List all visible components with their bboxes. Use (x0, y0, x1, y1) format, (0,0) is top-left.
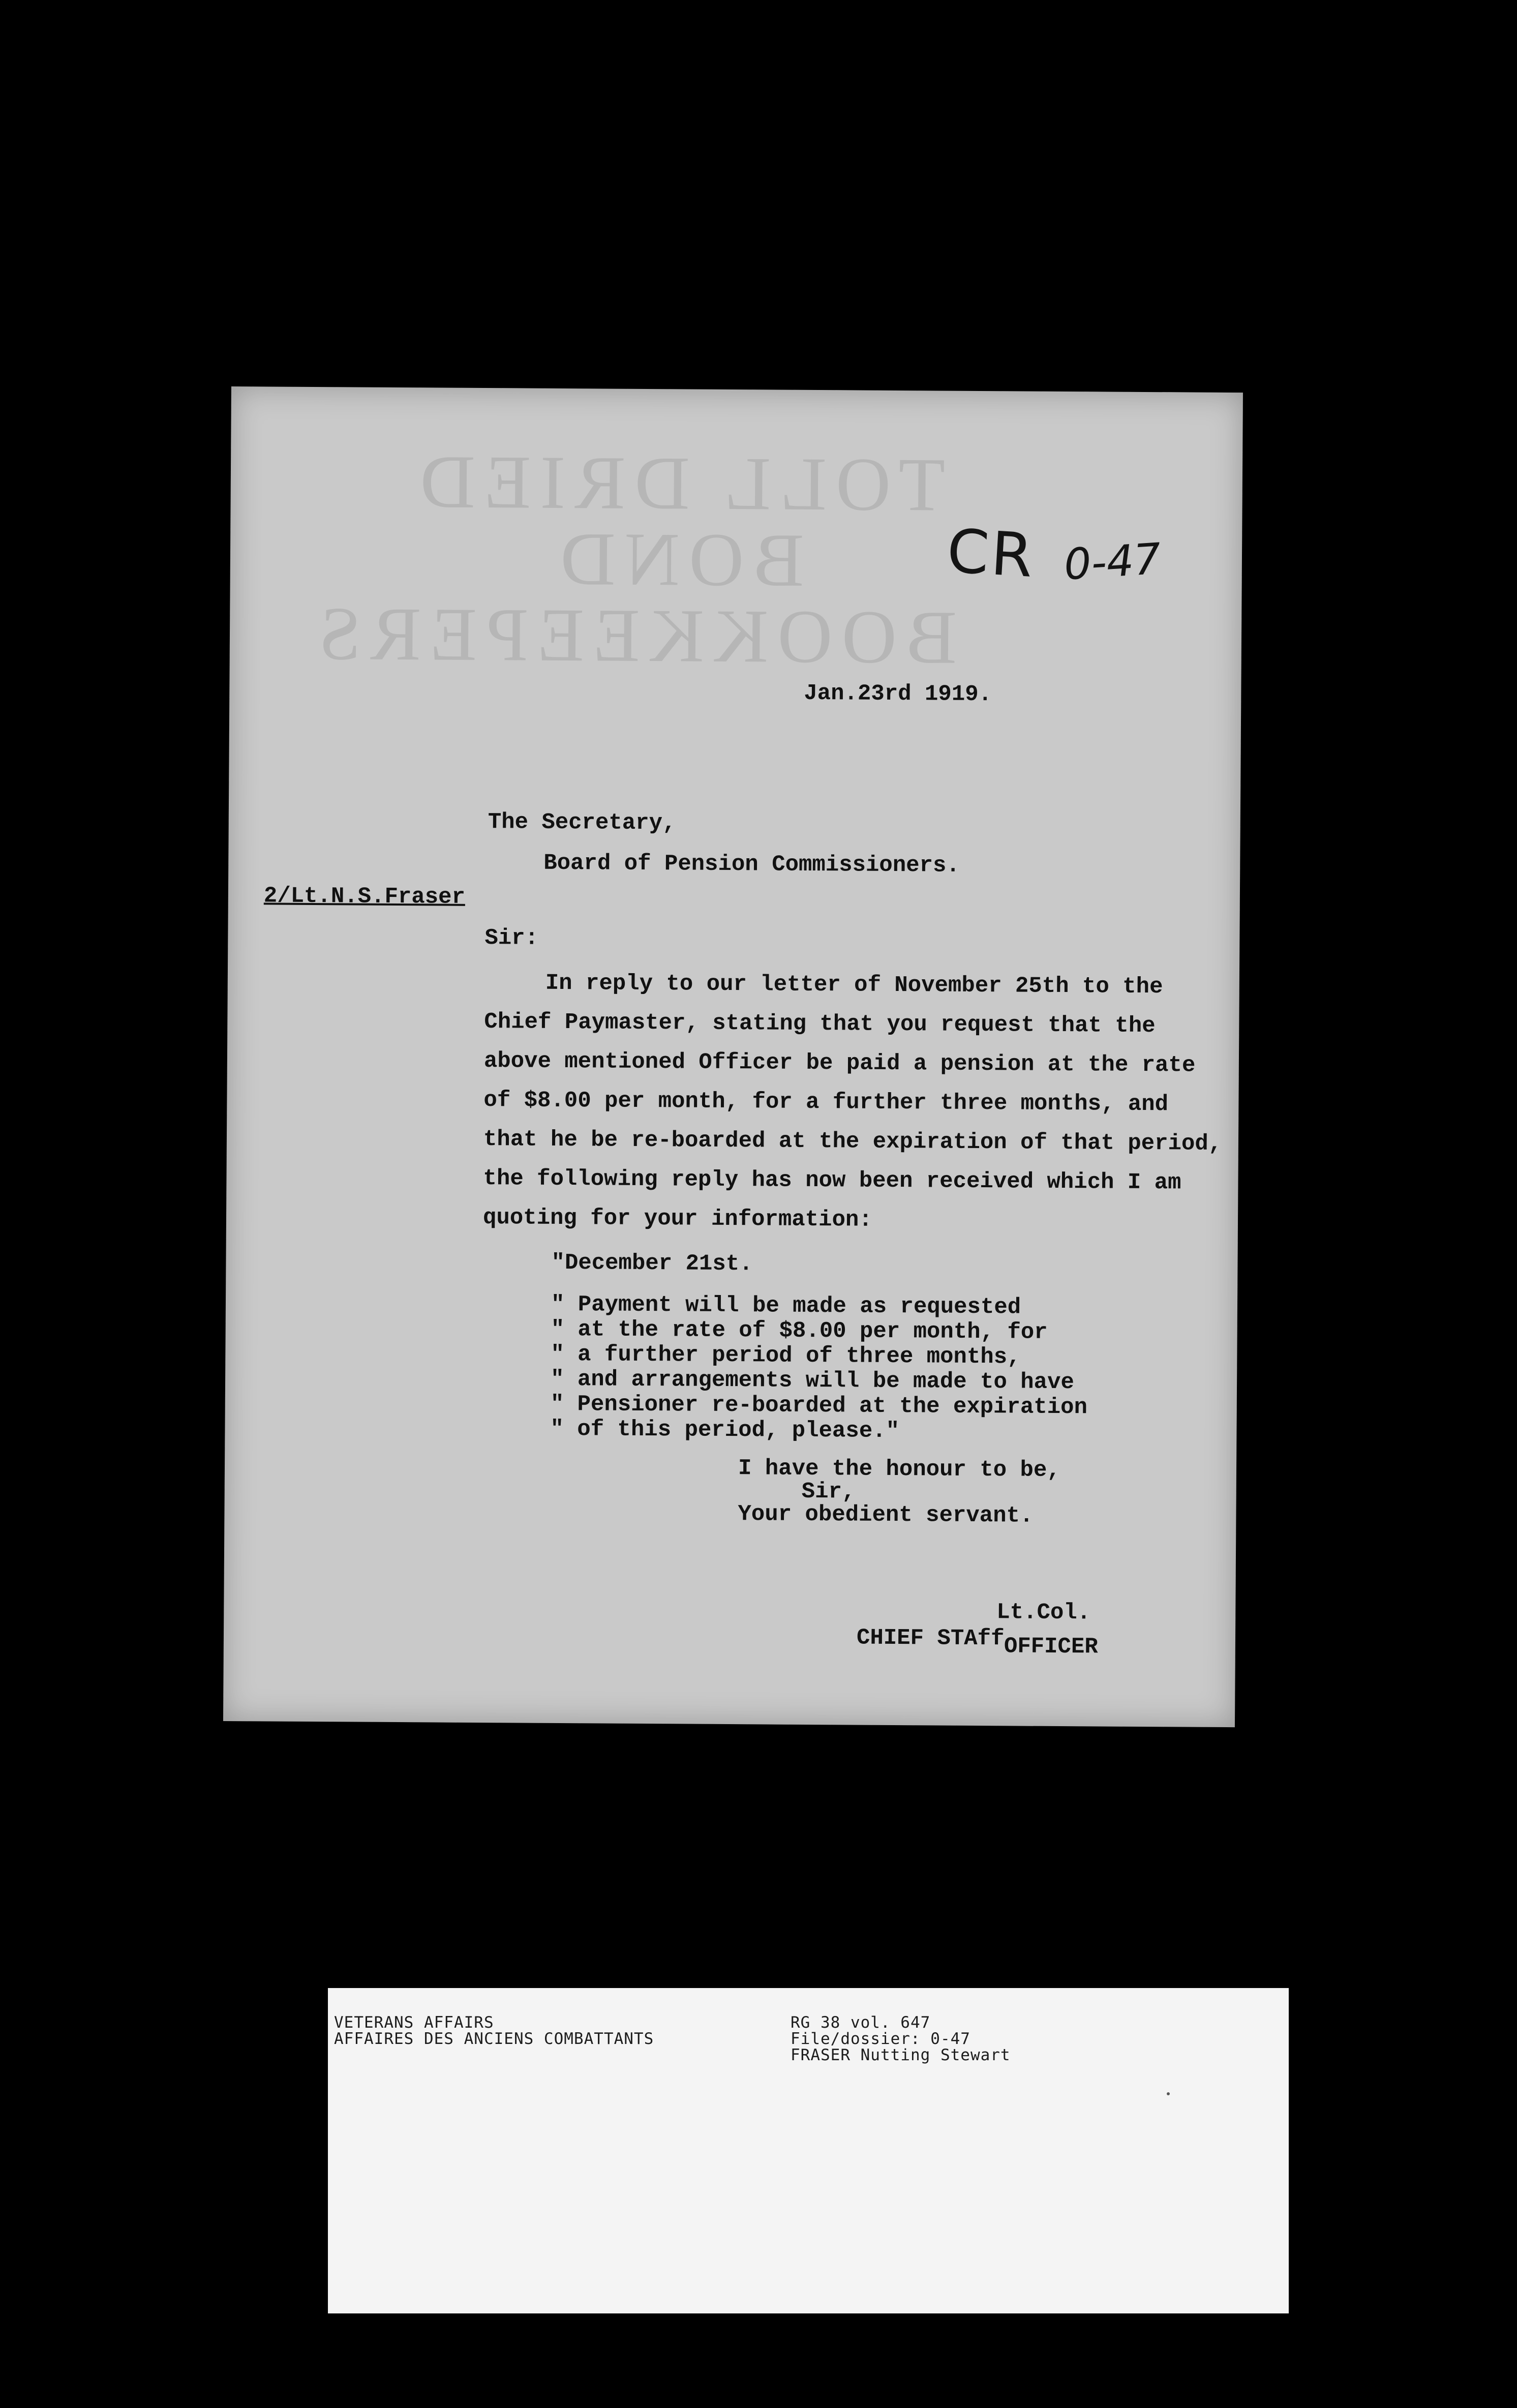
salutation: Sir: (484, 925, 539, 951)
quote-line: " Pensioner re-boarded at the expiration (550, 1391, 1088, 1421)
label-speck (1167, 2092, 1170, 2095)
body-line: the following reply has now been received which I am (483, 1166, 1181, 1196)
quote-date: "December 21st. (551, 1250, 753, 1277)
file-mark-handwritten: CR (945, 516, 1037, 591)
watermark-line: BOOKKEEPERS (309, 591, 957, 680)
watermark-line: BOND (551, 516, 804, 603)
body-line: above mentioned Officer be paid a pension at the rate (483, 1048, 1196, 1078)
quote-line: " Payment will be made as requested (551, 1291, 1021, 1320)
letter-page (223, 386, 1243, 1727)
body-line: quoting for your information: (482, 1205, 872, 1233)
quote-line: " a further period of three months, (551, 1341, 1021, 1370)
label-name: FRASER Nutting Stewart (791, 2046, 1011, 2064)
body-line: Chief Paymaster, stating that you request that the (484, 1009, 1156, 1039)
file-number-handwritten: 0-47 (1063, 533, 1163, 590)
closing-line: I have the honour to be, (738, 1456, 1060, 1484)
signature-rank: Lt.Col. (996, 1600, 1091, 1626)
label-dept-en: VETERANS AFFAIRS (334, 2013, 494, 2032)
label-rg: RG 38 vol. 647 (791, 2013, 931, 2032)
reference-name: 2/Lt.N.S.Fraser (263, 883, 466, 910)
signature-title: CHIEF STAff (856, 1625, 1005, 1652)
archive-label (328, 1988, 1289, 2313)
body-line: of $8.00 per month, for a further three months, and (483, 1088, 1169, 1118)
quote-line: " and arrangements will be made to have (550, 1366, 1074, 1396)
body-line: that he be re-boarded at the expiration of that period, (483, 1127, 1222, 1157)
watermark-line: TOLL DRIED (411, 439, 946, 527)
quote-line: " at the rate of $8.00 per month, for (551, 1316, 1048, 1345)
closing-line: Sir, (801, 1479, 856, 1505)
signature-title: OFFICER (1004, 1634, 1098, 1660)
label-file: File/dossier: 0-47 (791, 2030, 970, 2048)
addressee-line: Board of Pension Commissioners. (543, 850, 960, 879)
addressee-line: The Secretary, (488, 809, 676, 836)
closing-line: Your obedient servant. (738, 1501, 1034, 1529)
quote-line: " of this period, please." (550, 1416, 900, 1444)
letter-date: Jan.23rd 1919. (804, 680, 992, 708)
body-line: In reply to our letter of November 25th to the (545, 970, 1163, 1000)
label-dept-fr: AFFAIRES DES ANCIENS COMBATTANTS (334, 2030, 654, 2048)
